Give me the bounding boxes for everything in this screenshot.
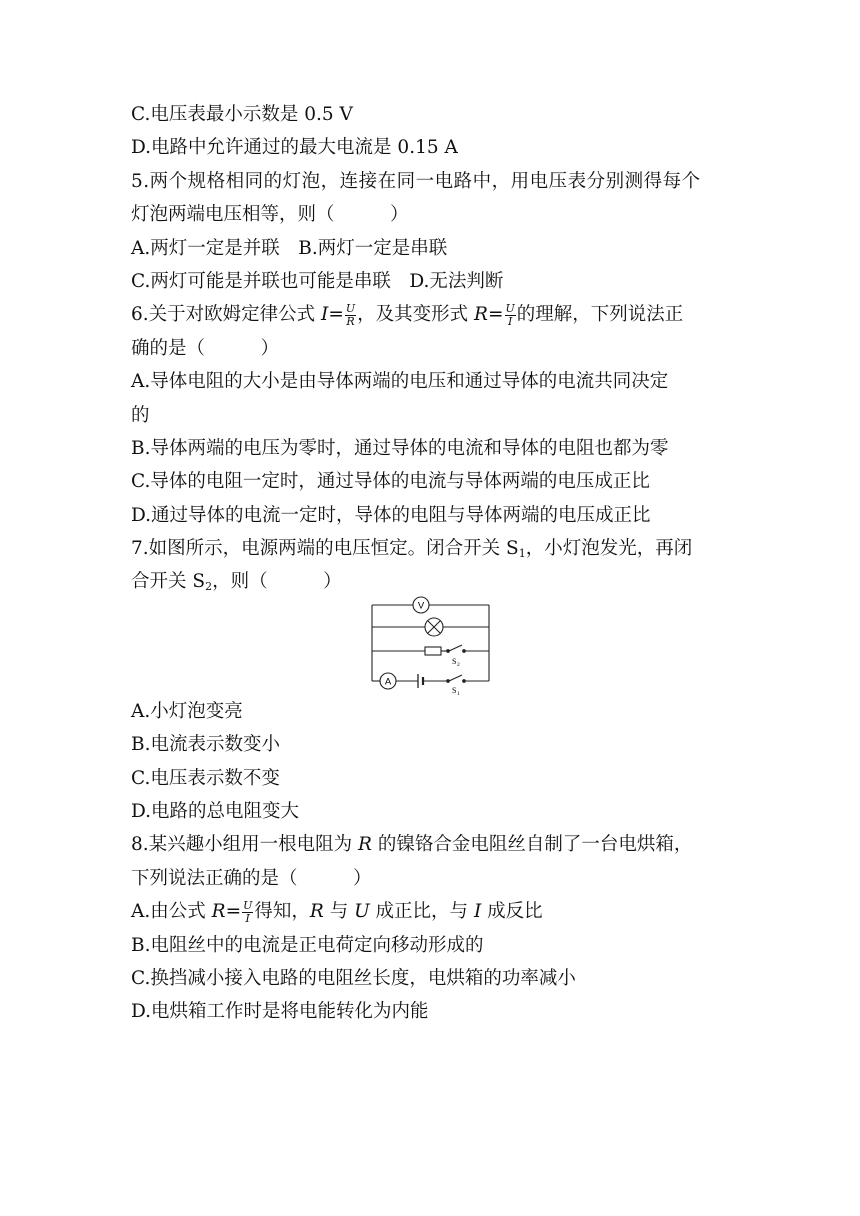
question-8-option-C: C.换挡减小接入电路的电阻丝长度，电烘箱的功率减小 bbox=[131, 967, 576, 989]
switch-s2-label: S bbox=[452, 656, 457, 666]
q7-text-post: ，小灯泡发光，再闭 bbox=[525, 538, 693, 560]
q8A-mid1: 得知， bbox=[254, 901, 310, 923]
q6-eq2: = bbox=[487, 304, 504, 326]
q8A-mid3: 成正比，与 bbox=[369, 901, 474, 923]
fraction-denominator: R bbox=[346, 314, 355, 328]
circuit-diagram bbox=[131, 599, 731, 695]
q7-sub-1: 1 bbox=[518, 547, 526, 561]
question-8-option-D: D.电烘箱工作时是将电能转化为内能 bbox=[131, 1001, 429, 1023]
q6-var-I: I bbox=[321, 304, 329, 326]
q8-text-post: 的镍铬合金电阻丝自制了一台电烘箱， bbox=[371, 834, 693, 856]
q7-text-pre: 7.如图所示，电源两端的电压恒定。闭合开关 S bbox=[131, 538, 519, 560]
question-8-stem-line2: 下列说法正确的是（ ） bbox=[131, 867, 372, 889]
switch-s2-sub: 2 bbox=[457, 661, 460, 668]
question-7-stem-line1 bbox=[131, 532, 731, 565]
q8A-var-R2: R bbox=[309, 901, 324, 923]
document-page bbox=[131, 98, 731, 1029]
question-6-option-D: D.通过导体的电流一定时，导体的电阻与导体两端的电压成正比 bbox=[131, 504, 651, 526]
question-7-stem-line2 bbox=[131, 565, 731, 598]
question-6-option-A-line2: 的 bbox=[131, 404, 150, 426]
question-7-option-A: A.小灯泡变亮 bbox=[131, 700, 243, 722]
q8A-pre: A.由公式 bbox=[131, 901, 212, 923]
question-5-options-CD: C.两灯可能是并联也可能是串联 D.无法判断 bbox=[131, 270, 504, 292]
q6-text-pre: 6.关于对欧姆定律公式 bbox=[131, 304, 322, 326]
option-4D: D.电路中允许通过的最大电流是 0.15 A bbox=[131, 137, 458, 159]
question-6-option-C: C.导体的电阻一定时，通过导体的电流与导体两端的电压成正比 bbox=[131, 471, 650, 493]
circuit-svg bbox=[368, 599, 494, 697]
question-8-stem-line1 bbox=[131, 828, 731, 861]
q8A-fraction-U-over-I bbox=[242, 900, 253, 925]
question-5-stem-line2: 灯泡两端电压相等，则（ ） bbox=[131, 204, 409, 226]
question-6-option-B: B.导体两端的电压为零时，通过导体的电流和导体的电阻也都为零 bbox=[131, 437, 669, 459]
question-8-option-B: B.电阻丝中的电流是正电荷定向移动形成的 bbox=[131, 934, 484, 956]
question-5-options-AB: A.两灯一定是并联 B.两灯一定是串联 bbox=[131, 237, 448, 259]
question-5-stem-line1: 5.两个规格相同的灯泡，连接在同一电路中，用电压表分别测得每个 bbox=[131, 170, 701, 192]
q8A-var-R: R bbox=[211, 901, 226, 923]
q8A-var-U: U bbox=[354, 901, 370, 923]
q6-var-R: R bbox=[474, 304, 488, 326]
q6-text-post: 的理解，下列说法正 bbox=[516, 304, 684, 326]
q8-text-pre: 8.某兴趣小组用一根电阻为 bbox=[131, 834, 359, 856]
fraction-numerator: U bbox=[243, 898, 253, 912]
question-6-option-A-line1: A.导体电阻的大小是由导体两端的电压和通过导体的电流共同决定 bbox=[131, 371, 669, 393]
fraction-numerator: U bbox=[345, 301, 356, 315]
question-7-option-C: C.电压表示数不变 bbox=[131, 767, 280, 789]
q6-text-mid: ，及其变形式 bbox=[357, 304, 475, 326]
question-7-option-D: D.电路的总电阻变大 bbox=[131, 801, 300, 823]
switch-s1-sub: 1 bbox=[457, 690, 460, 697]
voltmeter-label: V bbox=[417, 600, 425, 612]
q6-eq1: = bbox=[328, 304, 344, 326]
q7-text-post2: ，则（ ） bbox=[212, 571, 342, 593]
ammeter-label: A bbox=[384, 676, 392, 688]
q8A-var-I: I bbox=[473, 901, 482, 923]
question-6-stem-line2: 确的是（ ） bbox=[131, 337, 280, 359]
q6-fraction-U-over-I bbox=[505, 303, 516, 328]
fraction-numerator: U bbox=[505, 301, 515, 315]
q8A-mid2: 与 bbox=[323, 901, 355, 923]
q7-text-pre2: 合开关 S bbox=[131, 571, 206, 593]
q8A-post: 成反比 bbox=[481, 901, 543, 923]
q6-fraction-U-over-R bbox=[345, 303, 356, 328]
switch-s1-label: S bbox=[452, 685, 457, 695]
question-7-option-B: B.电流表示数变小 bbox=[131, 734, 280, 756]
fraction-denominator: I bbox=[507, 314, 513, 328]
q8-var-R: R bbox=[358, 834, 372, 856]
q7-sub-2: 2 bbox=[205, 580, 213, 594]
option-4C: C.电压表最小示数是 0.5 V bbox=[131, 104, 353, 125]
q8A-eq: = bbox=[225, 901, 242, 923]
fraction-denominator: I bbox=[245, 911, 250, 925]
question-6-stem-line1 bbox=[131, 298, 731, 331]
question-8-option-A bbox=[131, 895, 731, 928]
